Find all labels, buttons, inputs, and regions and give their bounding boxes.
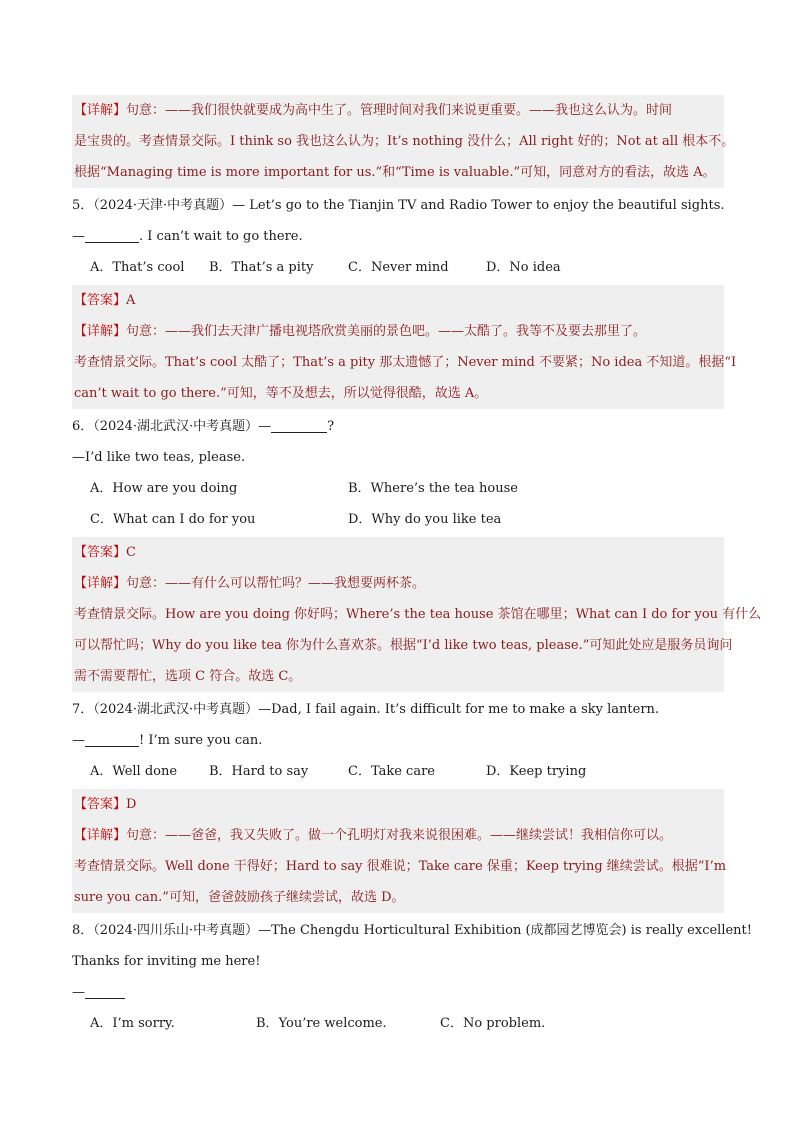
q4-detail-line-3: 根据“Managing time is more important for us.”和“Time is valuable.”可知，同意对方的看法，故选 A。 [74, 165, 716, 180]
q6-option-a: A．How are you doing [90, 481, 238, 496]
answer-blank [271, 418, 327, 433]
q4-explanation-box [72, 95, 735, 188]
answer-blank [85, 732, 139, 747]
q8-stem-line-1: 8．（2024·四川乐山·中考真题）—The Chengdu Horticultural Exhibition (成都园艺博览会) is really excellent! [72, 923, 753, 938]
q5-option-b: B．That’s a pity [209, 260, 314, 275]
q5-reply: — . I can’t wait to go there. [72, 229, 303, 244]
q6-reply: —I’d like two teas, please. [72, 450, 246, 465]
q6-option-d: D．Why do you like tea [348, 512, 502, 527]
q6-options-row-1 [72, 473, 724, 504]
q5-options [72, 252, 724, 283]
q6-detail-line-3: 可以帮忙吗；Why do you like tea 你为什么喜欢茶。根据“I’d like two teas, please.”可知此处应是服务员询问 [74, 638, 733, 653]
q6-answer-line [74, 537, 724, 568]
q5-option-a: A．That’s cool [90, 260, 185, 275]
q7-option-a: A．Well done [90, 764, 178, 779]
answer-tag: 【答案】 [74, 545, 127, 560]
q5-answer-line [74, 285, 724, 316]
q7-option-d: D．Keep trying [486, 764, 587, 779]
q7-reply: — ! I’m sure you can. [72, 733, 263, 748]
q8-stem-line-2: Thanks for inviting me here! [72, 954, 261, 969]
q7-detail-line-3: sure you can.”可知，爸爸鼓励孩子继续尝试，故选 D。 [74, 890, 405, 905]
q4-detail-line-1: 【详解】句意：——我们很快就要成为高中生了。管理时间对我们来说更重要。——我也这么认为。时间 [74, 103, 673, 118]
answer-blank [85, 228, 139, 243]
q7-answer: D [126, 797, 137, 812]
q6-options-row-2 [72, 504, 724, 535]
q7-detail-line-2: 考查情景交际。Well done 干得好；Hard to say 很难说；Take care 保重；Keep trying 继续尝试。根据“I’m [74, 859, 727, 874]
detail-tag: 【详解】 [74, 828, 127, 843]
q5-detail-line-2: 考查情景交际。That’s cool 太酷了；That’s a pity 那太遗憾了；Never mind 不要紧；No idea 不知道。根据“I [74, 355, 737, 370]
q6-detail-line-1: 【详解】句意：——有什么可以帮忙吗？——我想要两杯茶。 [74, 576, 426, 591]
detail-tag: 【详解】 [74, 576, 127, 591]
answer-tag: 【答案】 [74, 293, 127, 308]
q6-detail-line-4: 需不需要帮忙，选项 C 符合。故选 C。 [74, 669, 302, 684]
q5-detail-line-1: 【详解】句意：——我们去天津广播电视塔欣赏美丽的景色吧。——太酷了。我等不及要去那里了。 [74, 324, 647, 339]
q7-option-c: C．Take care [348, 764, 436, 779]
answer-tag: 【答案】 [74, 797, 127, 812]
q6-option-c: C．What can I do for you [90, 512, 256, 527]
q8-option-a: A．I’m sorry. [90, 1016, 175, 1031]
q5-option-d: D．No idea [486, 260, 561, 275]
q5-detail-line-3: can’t wait to go there.”可知，等不及想去，所以觉得很酷，故选 A。 [74, 386, 488, 401]
q6-answer: C [126, 545, 136, 560]
q6-answer-box [72, 537, 762, 692]
q8-reply: — [72, 977, 724, 1008]
q8-option-c: C．No problem. [440, 1016, 546, 1031]
q7-option-b: B．Hard to say [209, 764, 309, 779]
q7-options [72, 756, 724, 787]
q7-stem: 7．（2024·湖北武汉·中考真题）—Dad, I fail again. It’s difficult for me to make a sky lantern. [72, 702, 660, 717]
q6-option-b: B．Where’s the tea house [348, 481, 518, 496]
content-area [72, 95, 762, 1039]
detail-tag: 【详解】 [74, 324, 127, 339]
q8-options [72, 1008, 724, 1039]
q5-option-c: C．Never mind [348, 260, 449, 275]
q8-option-b: B．You’re welcome. [256, 1016, 387, 1031]
q4-detail-line-2: 是宝贵的。考查情景交际。I think so 我也这么认为；It’s nothing 没什么；All right 好的；Not at all 根本不。 [74, 134, 735, 149]
detail-tag: 【详解】 [74, 103, 127, 118]
q5-answer: A [126, 293, 136, 308]
answer-blank [85, 984, 125, 999]
q7-answer-box [72, 789, 727, 913]
q5-stem: 5．（2024·天津·中考真题）— Let’s go to the Tianjin TV and Radio Tower to enjoy the beautiful sights. [72, 198, 725, 213]
q7-detail-line-1: 【详解】句意：——爸爸，我又失败了。做一个孔明灯对我来说很困难。——继续尝试！我相信你可以。 [74, 828, 673, 843]
q6-detail-line-2: 考查情景交际。How are you doing 你好吗；Where’s the tea house 茶馆在哪里；What can I do for you 有什么 [74, 607, 762, 622]
q6-stem: 6．（2024·湖北武汉·中考真题）— ? [72, 419, 335, 434]
q5-answer-box [72, 285, 737, 409]
q7-answer-line [74, 789, 724, 820]
